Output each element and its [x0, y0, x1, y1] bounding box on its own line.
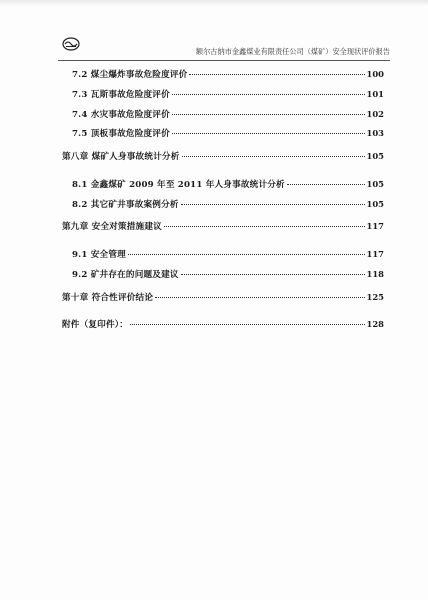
toc-entry-chapter[interactable] — [62, 150, 384, 162]
toc-page-number: 105 — [366, 199, 384, 209]
toc-leader-dots — [128, 254, 365, 255]
toc-entry-chapter[interactable] — [62, 220, 384, 232]
header-title: 额尔古纳市金鑫煤业有限责任公司（煤矿）安全现状评价报告 — [195, 47, 390, 56]
toc-entry[interactable] — [72, 178, 384, 190]
toc-leader-dots — [155, 297, 364, 298]
toc-page-number: 128 — [366, 319, 384, 329]
toc-entry-label: 7.5 顶板事故危险度评价 — [72, 129, 170, 139]
toc-entry-label: 9.1 安全管理 — [72, 250, 126, 260]
toc-entry[interactable] — [72, 268, 384, 280]
toc-entry[interactable] — [72, 248, 384, 260]
toc-entry-label: 第八章 煤矿人身事故统计分析 — [62, 152, 180, 162]
toc-entry[interactable] — [72, 68, 384, 80]
toc-leader-dots — [172, 133, 365, 134]
toc-entry-label: 9.2 矿井存在的问题及建议 — [72, 270, 179, 280]
toc-entry-label: 8.2 其它矿井事故案例分析 — [72, 200, 179, 210]
toc-page-number: 125 — [366, 292, 384, 302]
toc-entry-label: 8.1 金鑫煤矿 2009 年至 2011 年人身事故统计分析 — [72, 180, 285, 190]
toc-page-number: 102 — [366, 109, 384, 119]
toc-leader-dots — [172, 114, 365, 115]
toc-entry-label: 7.3 瓦斯事故危险度评价 — [72, 90, 170, 100]
toc-leader-dots — [287, 184, 365, 185]
toc-entry-chapter[interactable] — [62, 291, 384, 303]
toc-page-number: 105 — [366, 151, 384, 161]
toc-entry[interactable] — [72, 88, 384, 100]
toc-entry-label: 第九章 安全对策措施建议 — [62, 222, 162, 232]
toc-entry-appendix[interactable] — [62, 318, 384, 330]
toc-page-number: 118 — [366, 269, 384, 279]
toc-leader-dots — [172, 94, 365, 95]
toc-page-number: 117 — [366, 249, 384, 259]
toc-page-number: 100 — [366, 69, 384, 79]
toc-entry-label: 附件（复印件）： — [62, 320, 129, 330]
toc-page-number: 103 — [366, 128, 384, 138]
toc-leader-dots — [181, 204, 365, 205]
toc-entry-label: 7.2 煤尘爆炸事故危险度评价 — [72, 70, 188, 80]
toc-entry[interactable] — [72, 127, 384, 139]
toc-entry[interactable] — [72, 198, 384, 210]
toc-leader-dots — [182, 156, 365, 157]
toc-leader-dots — [189, 74, 364, 75]
toc-entry-label: 7.4 水灾事故危险度评价 — [72, 110, 170, 120]
toc-page-number: 117 — [366, 221, 384, 231]
toc-entry[interactable] — [72, 108, 384, 120]
toc-page-number: 105 — [366, 179, 384, 189]
toc-page-number: 101 — [366, 89, 384, 99]
toc-leader-dots — [181, 274, 365, 275]
toc-leader-dots — [130, 324, 364, 325]
toc-entry-label: 第十章 符合性评价结论 — [62, 293, 154, 303]
toc-leader-dots — [164, 226, 365, 227]
